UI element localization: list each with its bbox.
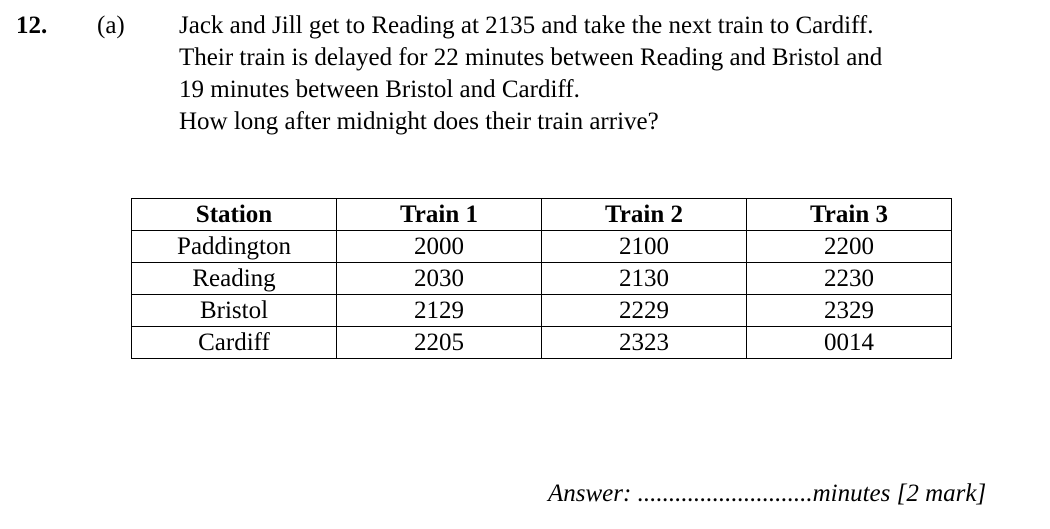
time-cell: 2130 — [542, 263, 747, 295]
question-line: 19 minutes between Bristol and Cardiff. — [179, 76, 580, 103]
column-header-train-3: Train 3 — [747, 199, 952, 231]
station-cell: Bristol — [132, 295, 337, 327]
column-header-station: Station — [132, 199, 337, 231]
table-row — [132, 263, 952, 295]
question-line: How long after midnight does their train arrive? — [179, 108, 659, 135]
time-cell: 2100 — [542, 231, 747, 263]
column-header-train-1: Train 1 — [337, 199, 542, 231]
time-cell: 2030 — [337, 263, 542, 295]
station-cell: Cardiff — [132, 327, 337, 359]
station-cell: Reading — [132, 263, 337, 295]
time-cell: 2205 — [337, 327, 542, 359]
table-row — [132, 295, 952, 327]
time-cell: 2200 — [747, 231, 952, 263]
answer-unit-and-marks: minutes [2 mark] — [812, 480, 987, 507]
question-text — [179, 10, 1029, 138]
table-header-row — [132, 199, 952, 231]
answer-label: Answer: — [548, 480, 638, 507]
question-line: Jack and Jill get to Reading at 2135 and take the next train to Cardiff. — [179, 12, 874, 39]
column-header-train-2: Train 2 — [542, 199, 747, 231]
time-cell: 2230 — [747, 263, 952, 295]
answer-blank[interactable]: ............................ — [637, 480, 813, 507]
question-number: 12. — [16, 12, 48, 39]
time-cell: 2229 — [542, 295, 747, 327]
time-cell: 2323 — [542, 327, 747, 359]
station-cell: Paddington — [132, 231, 337, 263]
time-cell: 2000 — [337, 231, 542, 263]
table-row — [132, 231, 952, 263]
question-line: Their train is delayed for 22 minutes between Reading and Bristol and — [179, 44, 883, 71]
table-row — [132, 327, 952, 359]
time-cell: 2329 — [747, 295, 952, 327]
time-cell: 0014 — [747, 327, 952, 359]
time-cell: 2129 — [337, 295, 542, 327]
question-part-label: (a) — [97, 12, 125, 39]
train-timetable — [131, 198, 952, 359]
answer-line — [548, 478, 986, 510]
